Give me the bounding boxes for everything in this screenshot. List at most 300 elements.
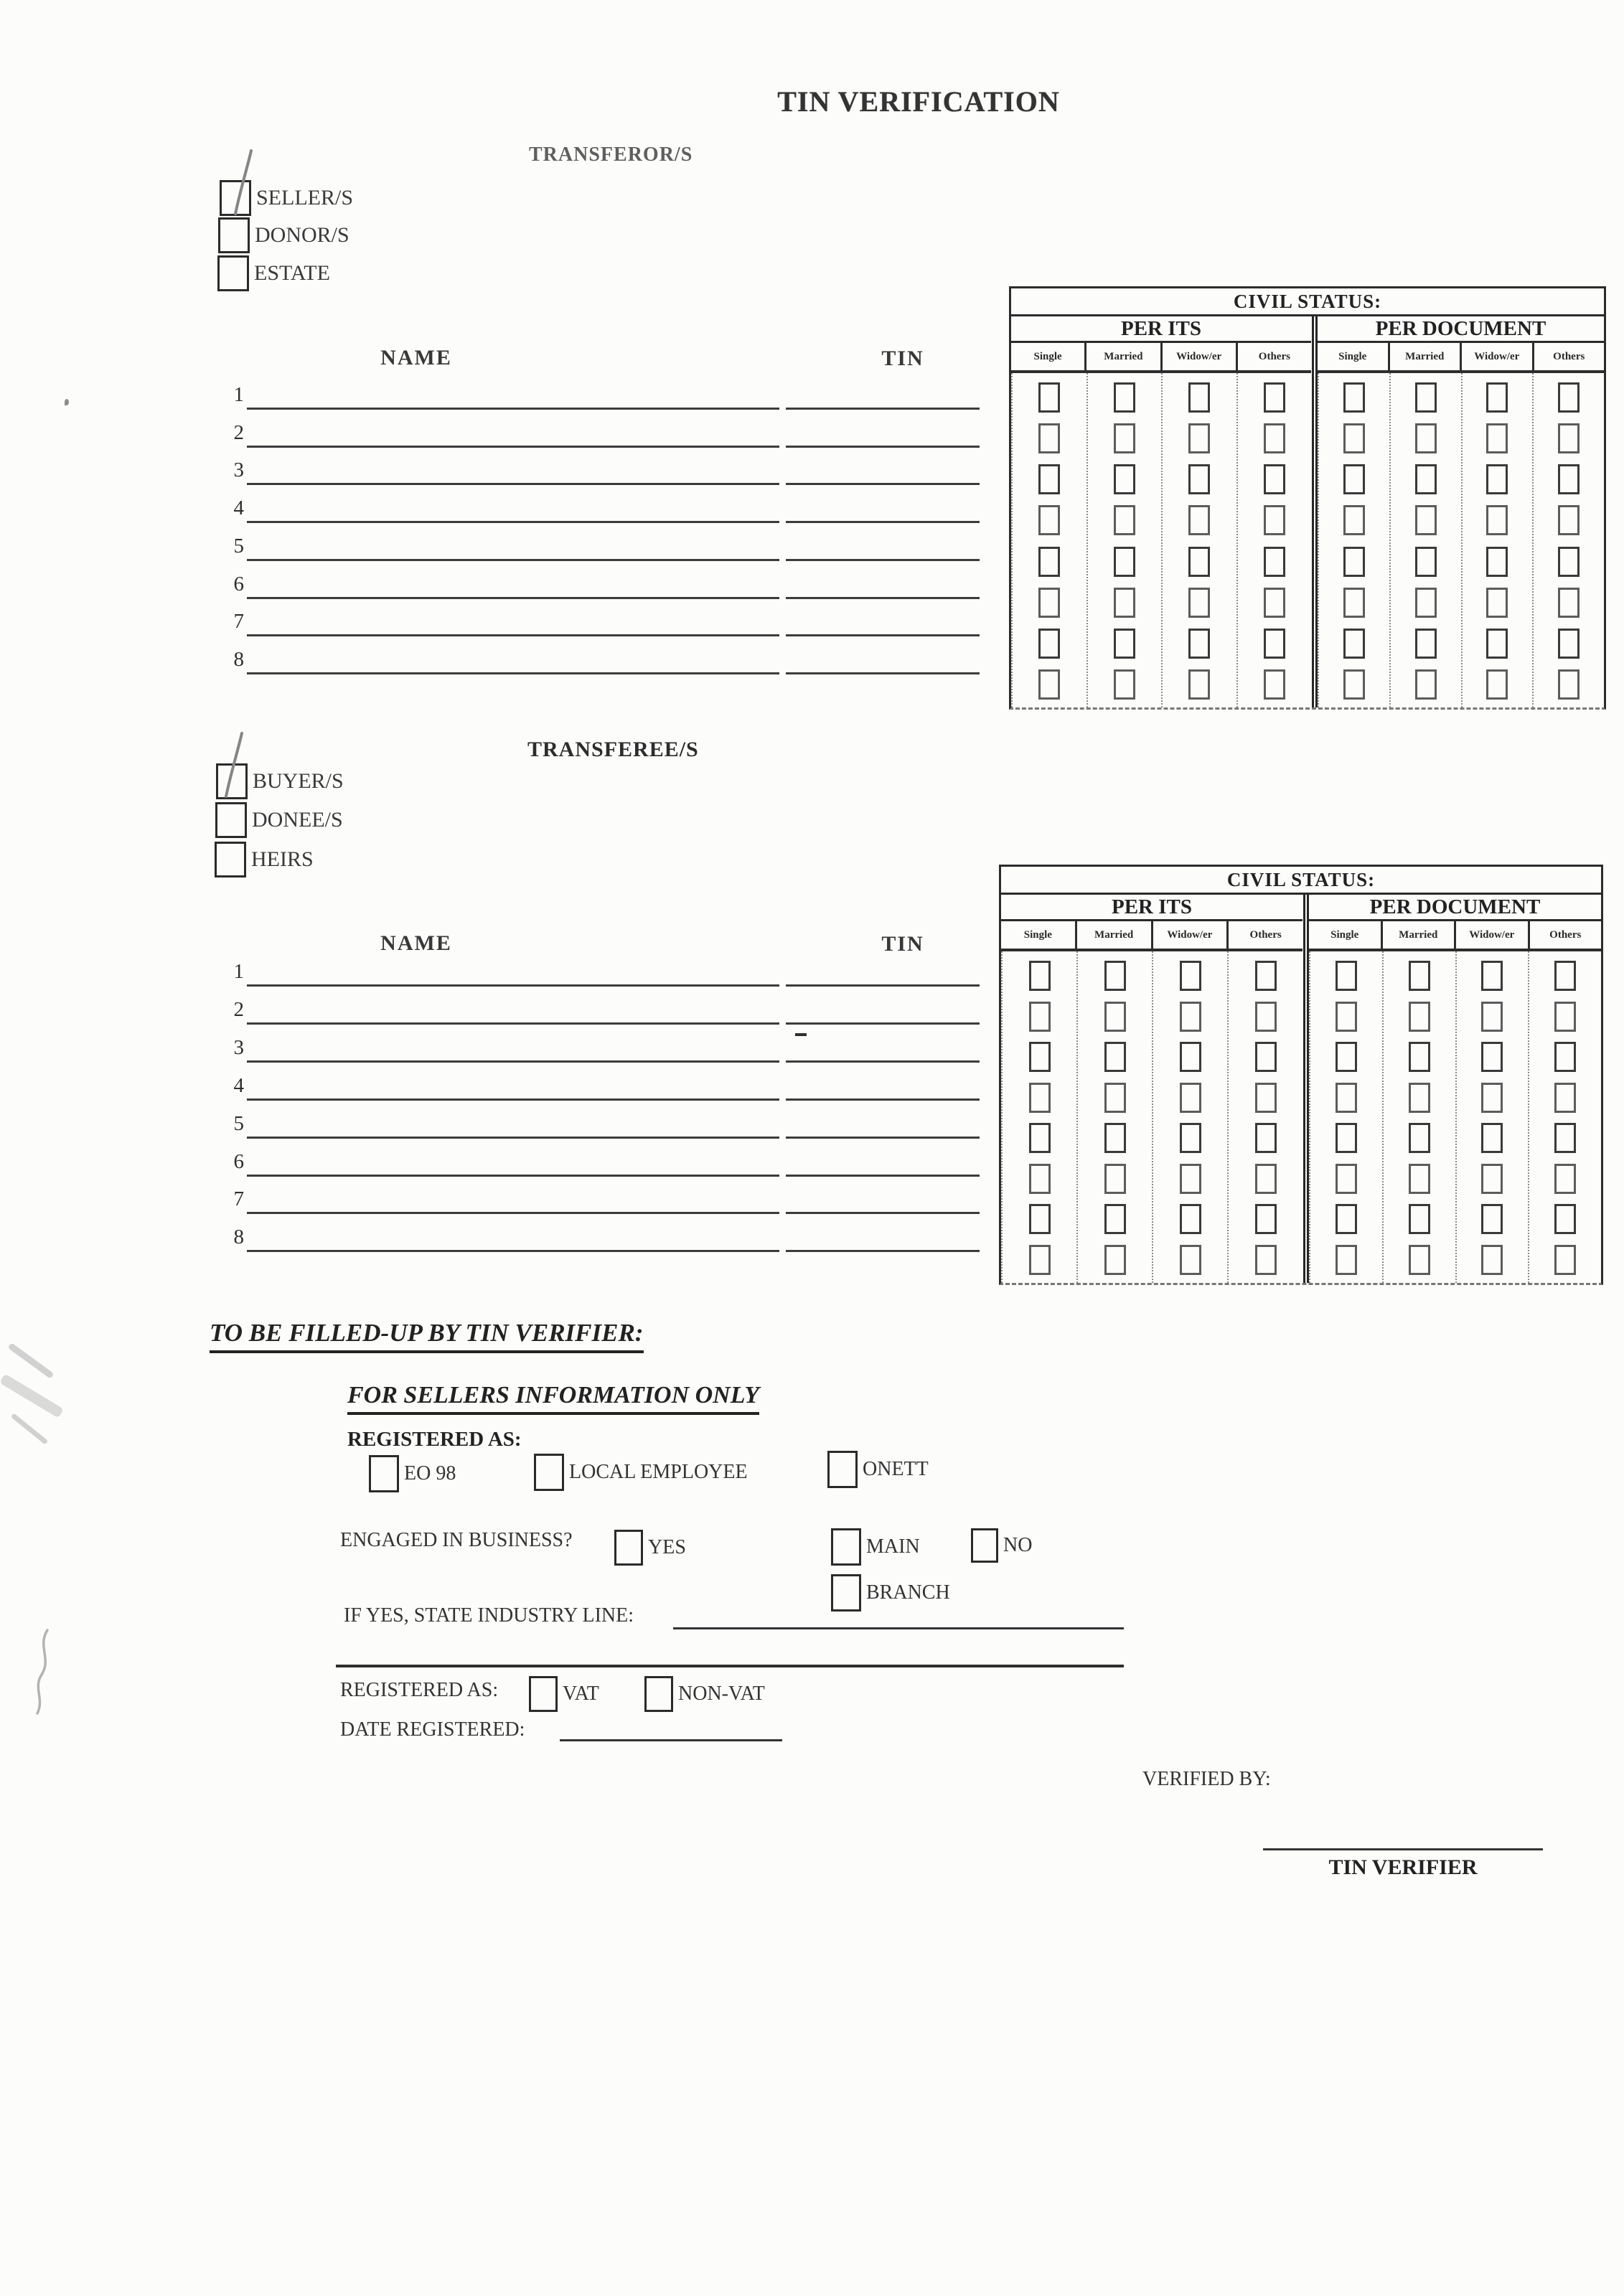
civil-status-checkbox[interactable] <box>1486 423 1508 453</box>
civil-status-checkbox[interactable] <box>1486 629 1508 659</box>
civil-status-checkbox[interactable] <box>1180 1245 1201 1275</box>
civil-status-checkbox[interactable] <box>1554 961 1576 991</box>
transferor-row <box>228 452 989 485</box>
civil-status-checkbox[interactable] <box>1554 1123 1576 1153</box>
engaged-in-business-label: ENGAGED IN BUSINESS? <box>340 1529 573 1551</box>
donee-checkbox[interactable] <box>215 802 247 838</box>
civil-status-checkbox[interactable] <box>1343 505 1365 535</box>
checkbox-grid <box>1309 951 1601 1283</box>
tin-field-line[interactable] <box>786 1027 980 1063</box>
civil-status-checkbox[interactable] <box>1038 464 1060 494</box>
civil-status-checkbox[interactable] <box>1188 629 1210 659</box>
civil-status-checkbox[interactable] <box>1486 588 1508 618</box>
civil-status-checkbox[interactable] <box>1038 505 1060 535</box>
checkbox-row-yes <box>614 1530 686 1566</box>
subcolumn-header: Widow/er <box>1163 343 1238 370</box>
name-field-line[interactable] <box>247 1104 779 1139</box>
checkbox-grid <box>1318 373 1604 707</box>
eo98-checkbox[interactable] <box>369 1455 399 1492</box>
per-its-section <box>1011 316 1311 707</box>
civil-status-checkbox[interactable] <box>1336 961 1357 991</box>
vat-checkbox[interactable] <box>529 1676 558 1712</box>
subcolumn-header: Others <box>1553 350 1585 362</box>
civil-status-checkbox[interactable] <box>1336 1164 1357 1194</box>
civil-status-checkbox[interactable] <box>1104 1245 1126 1275</box>
civil-status-checkbox[interactable] <box>1188 423 1210 453</box>
section-divider <box>1303 895 1309 1283</box>
civil-status-checkbox[interactable] <box>1409 1245 1430 1275</box>
verifier-section-heading: TO BE FILLED-UP BY TIN VERIFIER: <box>210 1319 644 1353</box>
civil-status-checkbox[interactable] <box>1336 1002 1357 1032</box>
civil-status-checkbox[interactable] <box>1188 464 1210 494</box>
seller-check-mark <box>221 148 258 218</box>
civil-status-checkbox[interactable] <box>1409 1083 1430 1113</box>
civil-status-header: CIVIL STATUS: <box>1011 288 1604 316</box>
name-field-line[interactable] <box>247 375 779 410</box>
civil-status-checkbox[interactable] <box>1029 1123 1051 1153</box>
civil-status-checkbox[interactable] <box>1255 1042 1277 1072</box>
subcolumn-header: Others <box>1549 928 1582 941</box>
transferee-heading: TRANSFEREE/S <box>527 738 699 761</box>
onett-checkbox[interactable] <box>827 1451 858 1488</box>
civil-status-checkbox[interactable] <box>1481 1164 1503 1194</box>
civil-status-checkbox[interactable] <box>1343 464 1365 494</box>
tin-field-line[interactable] <box>786 1217 980 1252</box>
tin-field-line[interactable] <box>786 1104 980 1139</box>
per-document-section <box>1318 316 1604 707</box>
civil-status-checkbox[interactable] <box>1255 1164 1277 1194</box>
civil-status-checkbox[interactable] <box>1114 588 1135 618</box>
checkbox-label: NO <box>1003 1534 1033 1556</box>
transferee-row <box>228 1030 989 1063</box>
civil-status-checkbox[interactable] <box>1481 1245 1503 1275</box>
civil-status-checkbox[interactable] <box>1481 1083 1503 1113</box>
checkbox-label: EO 98 <box>404 1462 456 1485</box>
civil-status-checkbox[interactable] <box>1343 588 1365 618</box>
civil-status-checkbox[interactable] <box>1180 1042 1201 1072</box>
subcolumn-header: Others <box>1258 350 1290 362</box>
date-registered-field[interactable] <box>560 1711 782 1741</box>
checkbox-row-main <box>831 1528 920 1566</box>
civil-status-checkbox[interactable] <box>1264 547 1285 577</box>
name-field-line[interactable] <box>247 1179 779 1214</box>
civil-status-checkbox[interactable] <box>1486 669 1508 700</box>
subcolumn-header: Others <box>1249 928 1282 941</box>
civil-status-checkbox[interactable] <box>1180 1002 1201 1032</box>
name-field-line[interactable] <box>247 601 779 636</box>
transferor-row <box>228 415 989 448</box>
name-field-line[interactable] <box>247 639 779 674</box>
subcolumn-header: Married <box>1086 343 1162 370</box>
verifier-signature-field[interactable] <box>1263 1818 1543 1850</box>
civil-status-checkbox[interactable] <box>1409 961 1430 991</box>
civil-status-checkbox[interactable] <box>1554 1204 1576 1234</box>
civil-status-checkbox[interactable] <box>1409 1123 1430 1153</box>
civil-status-checkbox[interactable] <box>1264 505 1285 535</box>
civil-status-checkbox[interactable] <box>1038 547 1060 577</box>
registered-as-label: REGISTERED AS: <box>347 1428 522 1451</box>
tin-verifier-title: TIN VERIFIER <box>1328 1855 1478 1879</box>
civil-status-checkbox[interactable] <box>1558 382 1580 413</box>
tin-field-line[interactable] <box>786 1179 980 1214</box>
civil-status-checkbox[interactable] <box>1409 1002 1430 1032</box>
civil-status-checkbox[interactable] <box>1558 464 1580 494</box>
row-number: 4 <box>233 497 244 519</box>
row-number: 2 <box>233 998 244 1021</box>
tin-column-header: TIN <box>881 347 924 370</box>
tin-field-line[interactable] <box>786 450 980 485</box>
checkbox-row-eo98 <box>369 1455 456 1492</box>
civil-status-checkbox[interactable] <box>1558 423 1580 453</box>
civil-status-checkbox[interactable] <box>1038 669 1060 700</box>
subcolumn-header: Single <box>1309 921 1383 949</box>
transferee-row <box>228 1181 989 1214</box>
tin-field-line[interactable] <box>786 951 980 987</box>
vat-registered-as-label: REGISTERED AS: <box>340 1679 499 1701</box>
civil-status-checkbox[interactable] <box>1255 1083 1277 1113</box>
civil-status-subheaders <box>1011 343 1311 373</box>
checkbox-column <box>1163 373 1238 707</box>
civil-status-checkbox[interactable] <box>1255 961 1277 991</box>
per-document-header: PER DOCUMENT <box>1318 316 1604 343</box>
civil-status-checkbox[interactable] <box>1336 1245 1357 1275</box>
checkbox-column <box>1078 951 1153 1283</box>
civil-status-checkbox[interactable] <box>1415 588 1437 618</box>
checkbox-column <box>1153 951 1229 1283</box>
civil-status-checkbox[interactable] <box>1188 547 1210 577</box>
tin-field-line[interactable] <box>786 526 980 561</box>
civil-status-checkbox[interactable] <box>1188 588 1210 618</box>
civil-status-checkbox[interactable] <box>1114 629 1135 659</box>
civil-status-checkbox[interactable] <box>1114 382 1135 413</box>
civil-status-checkbox[interactable] <box>1554 1083 1576 1113</box>
checkbox-row-onett <box>827 1451 929 1488</box>
checkbox-column <box>1534 373 1604 707</box>
civil-status-checkbox[interactable] <box>1415 629 1437 659</box>
civil-status-checkbox[interactable] <box>1558 505 1580 535</box>
row-number: 5 <box>233 1112 244 1135</box>
civil-status-checkbox[interactable] <box>1264 464 1285 494</box>
civil-status-checkbox[interactable] <box>1343 547 1365 577</box>
civil-status-checkbox[interactable] <box>1336 1042 1357 1072</box>
civil-status-checkbox[interactable] <box>1104 1083 1126 1113</box>
row-number: 1 <box>233 383 244 406</box>
local-employee-checkbox[interactable] <box>534 1454 564 1491</box>
name-field-line[interactable] <box>247 951 779 987</box>
checkbox-row-heirs <box>215 842 314 878</box>
checkbox-row-estate <box>217 255 330 291</box>
civil-status-checkbox[interactable] <box>1415 505 1437 535</box>
civil-status-checkbox[interactable] <box>1180 1164 1201 1194</box>
ink-speck <box>65 399 69 405</box>
name-field-line[interactable] <box>247 1142 779 1177</box>
civil-status-checkbox[interactable] <box>1264 382 1285 413</box>
tin-field-line[interactable] <box>786 1065 980 1101</box>
industry-line-field[interactable] <box>673 1596 1124 1629</box>
checkbox-grid <box>1011 373 1311 707</box>
row-number: 6 <box>233 573 244 596</box>
civil-status-header: CIVIL STATUS: <box>1001 867 1601 895</box>
name-field-line[interactable] <box>247 450 779 485</box>
name-field-line[interactable] <box>247 1027 779 1063</box>
civil-status-checkbox[interactable] <box>1264 669 1285 700</box>
subcolumn-header: Single <box>1011 343 1086 370</box>
civil-status-checkbox[interactable] <box>1255 1002 1277 1032</box>
civil-status-checkbox[interactable] <box>1180 1204 1201 1234</box>
civil-status-checkbox[interactable] <box>1409 1164 1430 1194</box>
row-number: 3 <box>233 1036 244 1059</box>
checkbox-label: DONOR/S <box>255 223 349 247</box>
civil-status-checkbox[interactable] <box>1554 1042 1576 1072</box>
civil-status-subheaders <box>1318 343 1604 373</box>
transferor-civil-status-table <box>1009 286 1606 710</box>
checkbox-column <box>1391 373 1463 707</box>
civil-status-checkbox[interactable] <box>1104 1042 1126 1072</box>
non-vat-checkbox[interactable] <box>644 1676 673 1712</box>
tin-field-line[interactable] <box>786 488 980 523</box>
civil-status-checkbox[interactable] <box>1180 961 1201 991</box>
transferee-row <box>228 954 989 987</box>
checkbox-row-donors <box>218 217 349 253</box>
civil-status-checkbox[interactable] <box>1104 1164 1126 1194</box>
civil-status-checkbox[interactable] <box>1188 505 1210 535</box>
checkbox-label: YES <box>648 1536 686 1558</box>
name-field-line[interactable] <box>247 1065 779 1101</box>
name-field-line[interactable] <box>247 488 779 523</box>
civil-status-checkbox[interactable] <box>1486 547 1508 577</box>
subcolumn-header: Widow/er <box>1153 921 1229 949</box>
per-document-section <box>1309 895 1601 1283</box>
row-number: 7 <box>233 610 244 633</box>
checkbox-label: BRANCH <box>866 1581 950 1604</box>
checkbox-label: MAIN <box>866 1535 920 1558</box>
name-column-header: NAME <box>380 346 452 370</box>
transferee-row <box>228 1106 989 1139</box>
scan-squiggle <box>23 1627 63 1716</box>
transferor-row <box>228 377 989 410</box>
name-field-line[interactable] <box>247 564 779 599</box>
civil-status-checkbox[interactable] <box>1255 1204 1277 1234</box>
industry-line-label: IF YES, STATE INDUSTRY LINE: <box>344 1604 634 1627</box>
checkbox-grid <box>1001 951 1303 1283</box>
civil-status-checkbox[interactable] <box>1343 669 1365 700</box>
estate-checkbox[interactable] <box>217 255 249 291</box>
civil-status-checkbox[interactable] <box>1038 382 1060 413</box>
row-number: 6 <box>233 1150 244 1173</box>
per-its-header: PER ITS <box>1011 316 1311 343</box>
checkbox-column <box>1319 373 1391 707</box>
checkbox-column <box>1463 373 1534 707</box>
civil-status-checkbox[interactable] <box>1481 1042 1503 1072</box>
civil-status-checkbox[interactable] <box>1114 669 1135 700</box>
checkbox-column <box>1310 951 1384 1283</box>
tin-field-line[interactable] <box>786 989 980 1025</box>
buyer-check-mark <box>215 730 250 801</box>
civil-status-checkbox[interactable] <box>1336 1083 1357 1113</box>
civil-status-subheaders <box>1309 921 1601 951</box>
civil-status-checkbox[interactable] <box>1255 1123 1277 1153</box>
civil-status-checkbox[interactable] <box>1264 629 1285 659</box>
checkbox-row-local-employee <box>534 1454 748 1491</box>
civil-status-checkbox[interactable] <box>1558 547 1580 577</box>
civil-status-checkbox[interactable] <box>1415 547 1437 577</box>
civil-status-checkbox[interactable] <box>1409 1204 1430 1234</box>
civil-status-checkbox[interactable] <box>1029 1002 1051 1032</box>
civil-status-checkbox[interactable] <box>1343 382 1365 413</box>
civil-status-checkbox[interactable] <box>1029 1042 1051 1072</box>
donor-checkbox[interactable] <box>218 217 250 253</box>
civil-status-checkbox[interactable] <box>1486 464 1508 494</box>
civil-status-checkbox[interactable] <box>1343 629 1365 659</box>
per-its-header: PER ITS <box>1001 895 1303 921</box>
per-its-section <box>1001 895 1303 1283</box>
civil-status-checkbox[interactable] <box>1180 1123 1201 1153</box>
civil-status-checkbox[interactable] <box>1104 1002 1126 1032</box>
row-number: 5 <box>233 535 244 557</box>
row-number: 3 <box>233 458 244 481</box>
civil-status-checkbox[interactable] <box>1188 382 1210 413</box>
subcolumn-header: Married <box>1390 343 1463 370</box>
civil-status-checkbox[interactable] <box>1415 464 1437 494</box>
subcolumn-header: Married <box>1077 921 1153 949</box>
civil-status-checkbox[interactable] <box>1104 961 1126 991</box>
checkbox-label: ESTATE <box>254 261 330 285</box>
civil-status-checkbox[interactable] <box>1486 505 1508 535</box>
checkbox-column <box>1229 951 1303 1283</box>
heirs-checkbox[interactable] <box>215 842 246 878</box>
name-field-line[interactable] <box>247 413 779 448</box>
civil-status-checkbox[interactable] <box>1038 588 1060 618</box>
checkbox-label: DONEE/S <box>252 808 343 832</box>
civil-status-checkbox[interactable] <box>1029 961 1051 991</box>
row-number: 8 <box>233 1225 244 1248</box>
civil-status-checkbox[interactable] <box>1029 1083 1051 1113</box>
civil-status-checkbox[interactable] <box>1038 423 1060 453</box>
transferor-row <box>228 566 989 599</box>
civil-status-checkbox[interactable] <box>1409 1042 1430 1072</box>
transferee-row <box>228 1219 989 1252</box>
checkbox-label: NON-VAT <box>678 1683 765 1705</box>
checkbox-column <box>1529 951 1601 1283</box>
civil-status-checkbox[interactable] <box>1038 629 1060 659</box>
civil-status-checkbox[interactable] <box>1558 588 1580 618</box>
tin-field-line[interactable] <box>786 601 980 636</box>
date-registered-label: DATE REGISTERED: <box>340 1718 525 1741</box>
civil-status-checkbox[interactable] <box>1114 423 1135 453</box>
civil-status-checkbox[interactable] <box>1554 1164 1576 1194</box>
tin-field-line[interactable] <box>786 413 980 448</box>
row-number: 4 <box>233 1074 244 1097</box>
subcolumn-header: Widow/er <box>1462 343 1534 370</box>
civil-status-checkbox[interactable] <box>1343 423 1365 453</box>
checkbox-row-donees <box>215 802 343 838</box>
yes-checkbox[interactable] <box>614 1530 643 1566</box>
transferor-row <box>228 603 989 636</box>
civil-status-checkbox[interactable] <box>1180 1083 1201 1113</box>
tin-field-line[interactable] <box>786 564 980 599</box>
scan-smudge <box>0 1373 64 1418</box>
checkbox-row-vat <box>529 1676 599 1712</box>
transferor-heading: TRANSFEROR/S <box>529 144 693 166</box>
checkbox-label: VAT <box>563 1683 599 1705</box>
civil-status-checkbox[interactable] <box>1029 1245 1051 1275</box>
civil-status-checkbox[interactable] <box>1481 1123 1503 1153</box>
civil-status-checkbox[interactable] <box>1481 961 1503 991</box>
civil-status-checkbox[interactable] <box>1481 1002 1503 1032</box>
civil-status-checkbox[interactable] <box>1104 1123 1126 1153</box>
per-document-header: PER DOCUMENT <box>1309 895 1601 921</box>
civil-status-checkbox[interactable] <box>1558 629 1580 659</box>
civil-status-checkbox[interactable] <box>1264 588 1285 618</box>
checkbox-label: HEIRS <box>251 847 314 871</box>
subcolumn-header: Widow/er <box>1456 921 1530 949</box>
tin-column-header: TIN <box>881 932 924 956</box>
name-field-line[interactable] <box>247 989 779 1025</box>
name-field-line[interactable] <box>247 526 779 561</box>
transferee-row <box>228 1144 989 1177</box>
checkbox-column <box>1088 373 1163 707</box>
civil-status-subheaders <box>1001 921 1303 951</box>
civil-status-checkbox[interactable] <box>1114 464 1135 494</box>
civil-status-checkbox[interactable] <box>1114 547 1135 577</box>
scan-smudge <box>11 1413 49 1444</box>
main-checkbox[interactable] <box>831 1528 861 1566</box>
civil-status-checkbox[interactable] <box>1336 1204 1357 1234</box>
civil-status-checkbox[interactable] <box>1264 423 1285 453</box>
civil-status-checkbox[interactable] <box>1104 1204 1126 1234</box>
civil-status-checkbox[interactable] <box>1029 1204 1051 1234</box>
checkbox-column <box>1238 373 1312 707</box>
civil-status-checkbox[interactable] <box>1554 1245 1576 1275</box>
sellers-info-heading: FOR SELLERS INFORMATION ONLY <box>347 1382 759 1415</box>
civil-status-checkbox[interactable] <box>1554 1002 1576 1032</box>
checkbox-label: LOCAL EMPLOYEE <box>569 1461 748 1483</box>
section-separator-line <box>336 1636 1124 1667</box>
civil-status-checkbox[interactable] <box>1415 423 1437 453</box>
subcolumn-header: Single <box>1318 343 1390 370</box>
subcolumn-header: Married <box>1383 921 1457 949</box>
civil-status-checkbox[interactable] <box>1029 1164 1051 1194</box>
civil-status-checkbox[interactable] <box>1114 505 1135 535</box>
tin-field-line[interactable] <box>786 375 980 410</box>
checkbox-label: ONETT <box>863 1458 929 1480</box>
civil-status-checkbox[interactable] <box>1486 382 1508 413</box>
civil-status-checkbox[interactable] <box>1415 382 1437 413</box>
row-number: 1 <box>233 960 244 983</box>
tin-field-line[interactable] <box>786 639 980 674</box>
checkbox-label: SELLER/S <box>256 186 354 210</box>
transferor-row <box>228 641 989 674</box>
civil-status-checkbox[interactable] <box>1415 669 1437 700</box>
transferor-row <box>228 490 989 523</box>
checkbox-row-non-vat <box>644 1676 765 1712</box>
civil-status-checkbox[interactable] <box>1188 669 1210 700</box>
civil-status-checkbox[interactable] <box>1255 1245 1277 1275</box>
transferee-row <box>228 1068 989 1101</box>
row-number: 2 <box>233 421 244 444</box>
checkbox-column <box>1013 373 1088 707</box>
transferee-civil-status-table <box>999 865 1603 1285</box>
tin-field-line[interactable] <box>786 1142 980 1177</box>
civil-status-checkbox[interactable] <box>1558 669 1580 700</box>
verified-by-label: VERIFIED BY: <box>1142 1768 1271 1790</box>
name-field-line[interactable] <box>247 1217 779 1252</box>
civil-status-checkbox[interactable] <box>1336 1123 1357 1153</box>
form-title: TIN VERIFICATION <box>777 85 1060 118</box>
subcolumn-header: Single <box>1001 921 1077 949</box>
no-checkbox[interactable] <box>971 1528 998 1563</box>
civil-status-checkbox[interactable] <box>1481 1204 1503 1234</box>
